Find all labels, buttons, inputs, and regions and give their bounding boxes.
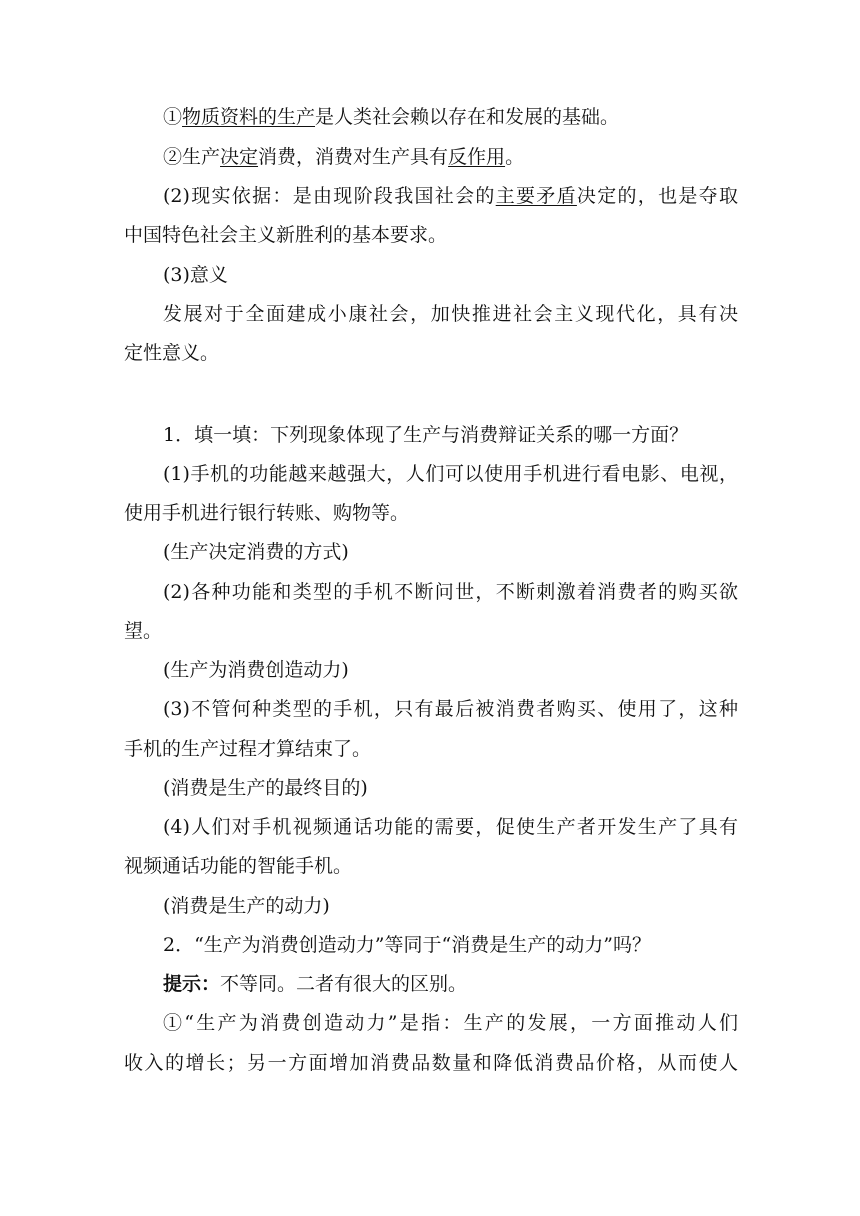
line-prefix: (2)现实依据：是由现阶段我国社会的 <box>163 185 496 207</box>
answer-line: (消费是生产的动力) <box>163 895 330 917</box>
line-suffix: 是人类社会赖以存在和发展的基础。 <box>315 106 620 128</box>
hint-text: 不等同。二者有很大的区别。 <box>220 973 468 995</box>
text-line: ①“生产为消费创造动力”是指：生产的发展，一方面推动人们 <box>163 1012 738 1034</box>
line-prefix: ②生产 <box>163 146 221 168</box>
text-line: (2)各种功能和类型的手机不断问世，不断刺激着消费者的购买欲 <box>163 581 738 603</box>
text-line: 中国特色社会主义新胜利的基本要求。 <box>124 224 448 246</box>
answer-line: (生产为消费创造动力) <box>163 659 349 681</box>
text-line: (4)人们对手机视频通话功能的需要，促使生产者开发生产了具有 <box>163 816 738 838</box>
question-1: 1．填一填：下列现象体现了生产与消费辩证关系的哪一方面？ <box>163 424 689 446</box>
text-line: 视频通话功能的智能手机。 <box>124 855 353 877</box>
text-line-material-production <box>163 103 738 131</box>
line-suffix: 决定的，也是夺取 <box>576 185 738 207</box>
underlined-term: 主要矛盾 <box>495 185 577 207</box>
text-line: (1)手机的功能越来越强大，人们可以使用手机进行看电影、电视， <box>163 463 738 485</box>
text-line: 定性意义。 <box>124 342 220 364</box>
text-line-practical-basis <box>163 182 738 210</box>
text-line: 手机的生产过程才算结束了。 <box>124 738 372 760</box>
text-line: 望。 <box>124 620 163 642</box>
underlined-term: 反作用 <box>448 146 506 168</box>
underlined-term: 物质资料的生产 <box>182 106 316 128</box>
line-prefix: ① <box>163 106 183 128</box>
text-line: 使用手机进行银行转账、购物等。 <box>124 502 410 524</box>
answer-line: (消费是生产的最终目的) <box>163 777 368 799</box>
text-line: (3)不管何种类型的手机，只有最后被消费者购买、使用了，这种 <box>163 698 738 720</box>
text-line-production-decides-consumption <box>163 143 738 171</box>
hint-line <box>163 970 738 998</box>
answer-line: (生产决定消费的方式) <box>163 541 349 563</box>
line-suffix: 。 <box>505 146 525 168</box>
section-heading-significance: (3)意义 <box>163 264 228 286</box>
underlined-term: 决定 <box>220 146 259 168</box>
question-2: 2．“生产为消费创造动力”等同于“消费是生产的动力”吗？ <box>163 934 651 956</box>
text-line: 发展对于全面建成小康社会，加快推进社会主义现代化，具有决 <box>163 303 738 325</box>
hint-label: 提示： <box>163 973 221 995</box>
text-line: 收入的增长；另一方面增加消费品数量和降低消费品价格，从而使人 <box>124 1052 738 1074</box>
line-middle: 消费，消费对生产具有 <box>258 146 449 168</box>
